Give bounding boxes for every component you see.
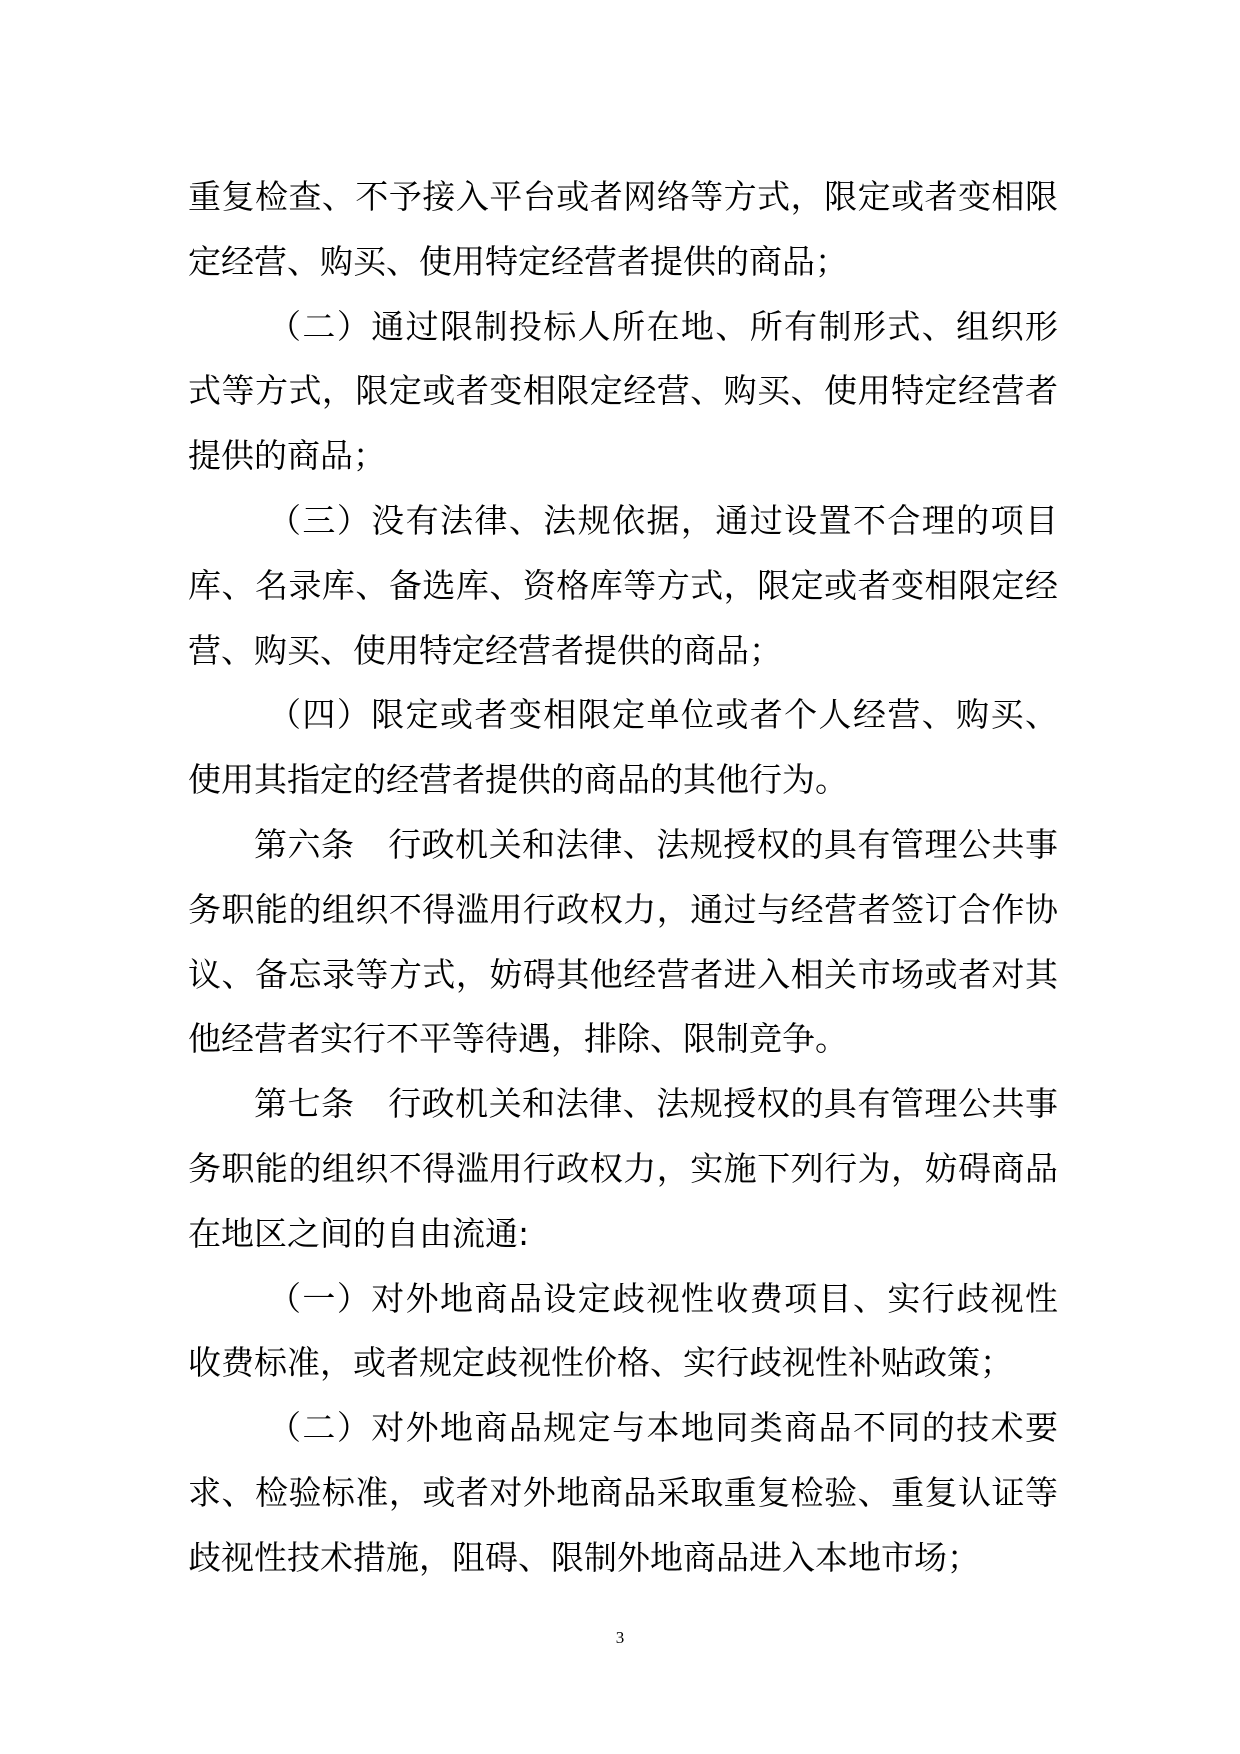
page-number: 3 [615,1628,625,1647]
paragraph-article-7: 第七条 行政机关和法律、法规授权的具有管理公共事务职能的组织不得滥用行政权力，实施下列行为，妨碍商品在地区之间的自由流通: [188,1084,1058,1253]
paragraph-article-6: 第六条 行政机关和法律、法规授权的具有管理公共事务职能的组织不得滥用行政权力，通过与经营者签订合作协议、备忘录等方式，妨碍其他经营者进入相关市场或者对其他经营者实行不平等待遇，排除、限制竞争。 [188,824,1058,1059]
paragraph-item-2: （二）通过限制投标人所在地、所有制形式、组织形式等方式，限定或者变相限定经营、购买、使用特定经营者提供的商品； [188,306,1058,476]
paragraph-continuation: 重复检查、不予接入平台或者网络等方式，限定或者变相限定经营、购买、使用特定经营者提供的商品； [188,177,1058,281]
paragraph-article-7-item-1: （一）对外地商品设定歧视性收费项目、实行歧视性收费标准，或者规定歧视性价格、实行歧视性补贴政策； [188,1278,1058,1383]
paragraph-item-4: （四）限定或者变相限定单位或者个人经营、购买、使用其指定的经营者提供的商品的其他行为。 [188,695,1058,800]
paragraph-article-7-item-2: （二）对外地商品规定与本地同类商品不同的技术要求、检验标准，或者对外地商品采取重复检验、重复认证等歧视性技术措施，阻碍、限制外地商品进入本地市场； [188,1408,1058,1577]
document-body [188,165,1058,1591]
paragraph-item-3: （三）没有法律、法规依据，通过设置不合理的项目库、名录库、备选库、资格库等方式，限定或者变相限定经营、购买、使用特定经营者提供的商品； [188,500,1058,670]
